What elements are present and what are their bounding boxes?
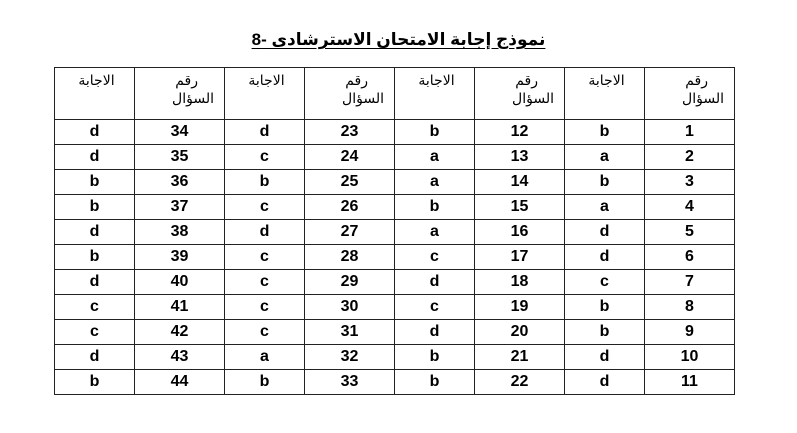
answer-cell: a	[565, 195, 645, 220]
answer-cell: d	[565, 245, 645, 270]
table-row	[55, 270, 735, 295]
table-header-row	[55, 68, 735, 120]
table-row	[55, 120, 735, 145]
question-number-cell: 9	[645, 320, 735, 345]
answer-cell: b	[225, 370, 305, 395]
header-question-number: رقم السؤال	[475, 68, 565, 120]
question-number-cell: 34	[135, 120, 225, 145]
question-number-cell: 38	[135, 220, 225, 245]
answer-cell: d	[55, 120, 135, 145]
question-number-cell: 43	[135, 345, 225, 370]
question-number-cell: 18	[475, 270, 565, 295]
question-number-cell: 21	[475, 345, 565, 370]
table-row	[55, 220, 735, 245]
table-row	[55, 345, 735, 370]
answer-cell: b	[565, 320, 645, 345]
answer-cell: b	[565, 170, 645, 195]
answer-cell: d	[225, 120, 305, 145]
question-number-cell: 40	[135, 270, 225, 295]
answer-cell: c	[395, 245, 475, 270]
question-number-cell: 13	[475, 145, 565, 170]
question-number-cell: 10	[645, 345, 735, 370]
answer-cell: a	[395, 170, 475, 195]
question-number-cell: 23	[305, 120, 395, 145]
header-answer: الاجابة	[565, 68, 645, 120]
answer-cell: c	[225, 320, 305, 345]
question-number-cell: 24	[305, 145, 395, 170]
answer-cell: a	[565, 145, 645, 170]
question-number-cell: 32	[305, 345, 395, 370]
question-number-cell: 27	[305, 220, 395, 245]
header-answer: الاجابة	[395, 68, 475, 120]
question-number-cell: 22	[475, 370, 565, 395]
question-number-cell: 15	[475, 195, 565, 220]
question-number-cell: 28	[305, 245, 395, 270]
answer-cell: b	[565, 120, 645, 145]
question-number-cell: 26	[305, 195, 395, 220]
header-question-number: رقم السؤال	[305, 68, 395, 120]
question-number-cell: 16	[475, 220, 565, 245]
question-number-cell: 36	[135, 170, 225, 195]
page-title: نموذج إجابة الامتحان الاسترشادى -8	[251, 30, 546, 49]
question-number-cell: 5	[645, 220, 735, 245]
answer-cell: c	[55, 320, 135, 345]
answer-cell: d	[565, 345, 645, 370]
header-answer: الاجابة	[55, 68, 135, 120]
answer-cell: b	[55, 170, 135, 195]
question-number-cell: 6	[645, 245, 735, 270]
answer-cell: c	[565, 270, 645, 295]
question-number-cell: 35	[135, 145, 225, 170]
question-number-cell: 8	[645, 295, 735, 320]
answer-cell: c	[55, 295, 135, 320]
question-number-cell: 33	[305, 370, 395, 395]
question-number-cell: 17	[475, 245, 565, 270]
question-number-cell: 25	[305, 170, 395, 195]
answer-cell: d	[225, 220, 305, 245]
header-question-number: رقم السؤال	[135, 68, 225, 120]
answer-cell: c	[225, 145, 305, 170]
answer-cell: d	[395, 270, 475, 295]
question-number-cell: 7	[645, 270, 735, 295]
table-row	[55, 145, 735, 170]
answer-cell: b	[55, 370, 135, 395]
question-number-cell: 30	[305, 295, 395, 320]
question-number-cell: 29	[305, 270, 395, 295]
answer-cell: a	[395, 145, 475, 170]
question-number-cell: 14	[475, 170, 565, 195]
answer-cell: c	[225, 245, 305, 270]
answer-cell: b	[395, 370, 475, 395]
answer-cell: d	[395, 320, 475, 345]
table-row	[55, 245, 735, 270]
question-number-cell: 11	[645, 370, 735, 395]
question-number-cell: 39	[135, 245, 225, 270]
question-number-cell: 19	[475, 295, 565, 320]
question-number-cell: 37	[135, 195, 225, 220]
answer-cell: c	[225, 195, 305, 220]
question-number-cell: 4	[645, 195, 735, 220]
table-row	[55, 320, 735, 345]
header-question-number: رقم السؤال	[645, 68, 735, 120]
answer-cell: d	[55, 345, 135, 370]
question-number-cell: 1	[645, 120, 735, 145]
question-number-cell: 44	[135, 370, 225, 395]
table-row	[55, 170, 735, 195]
table-row	[55, 195, 735, 220]
answer-cell: b	[55, 245, 135, 270]
answer-cell: d	[55, 220, 135, 245]
question-number-cell: 31	[305, 320, 395, 345]
answer-cell: d	[565, 220, 645, 245]
table-row	[55, 295, 735, 320]
answer-key-table	[54, 67, 735, 395]
question-number-cell: 41	[135, 295, 225, 320]
answer-cell: b	[55, 195, 135, 220]
answer-cell: a	[225, 345, 305, 370]
answer-cell: c	[225, 295, 305, 320]
answer-cell: c	[225, 270, 305, 295]
question-number-cell: 2	[645, 145, 735, 170]
question-number-cell: 20	[475, 320, 565, 345]
answer-cell: b	[395, 195, 475, 220]
answer-cell: b	[395, 120, 475, 145]
answer-cell: d	[55, 145, 135, 170]
header-answer: الاجابة	[225, 68, 305, 120]
answer-cell: b	[395, 345, 475, 370]
answer-cell: d	[55, 270, 135, 295]
answer-cell: b	[225, 170, 305, 195]
answer-cell: a	[395, 220, 475, 245]
answer-cell: d	[565, 370, 645, 395]
answer-cell: b	[565, 295, 645, 320]
question-number-cell: 42	[135, 320, 225, 345]
answer-cell: c	[395, 295, 475, 320]
question-number-cell: 3	[645, 170, 735, 195]
table-row	[55, 370, 735, 395]
question-number-cell: 12	[475, 120, 565, 145]
